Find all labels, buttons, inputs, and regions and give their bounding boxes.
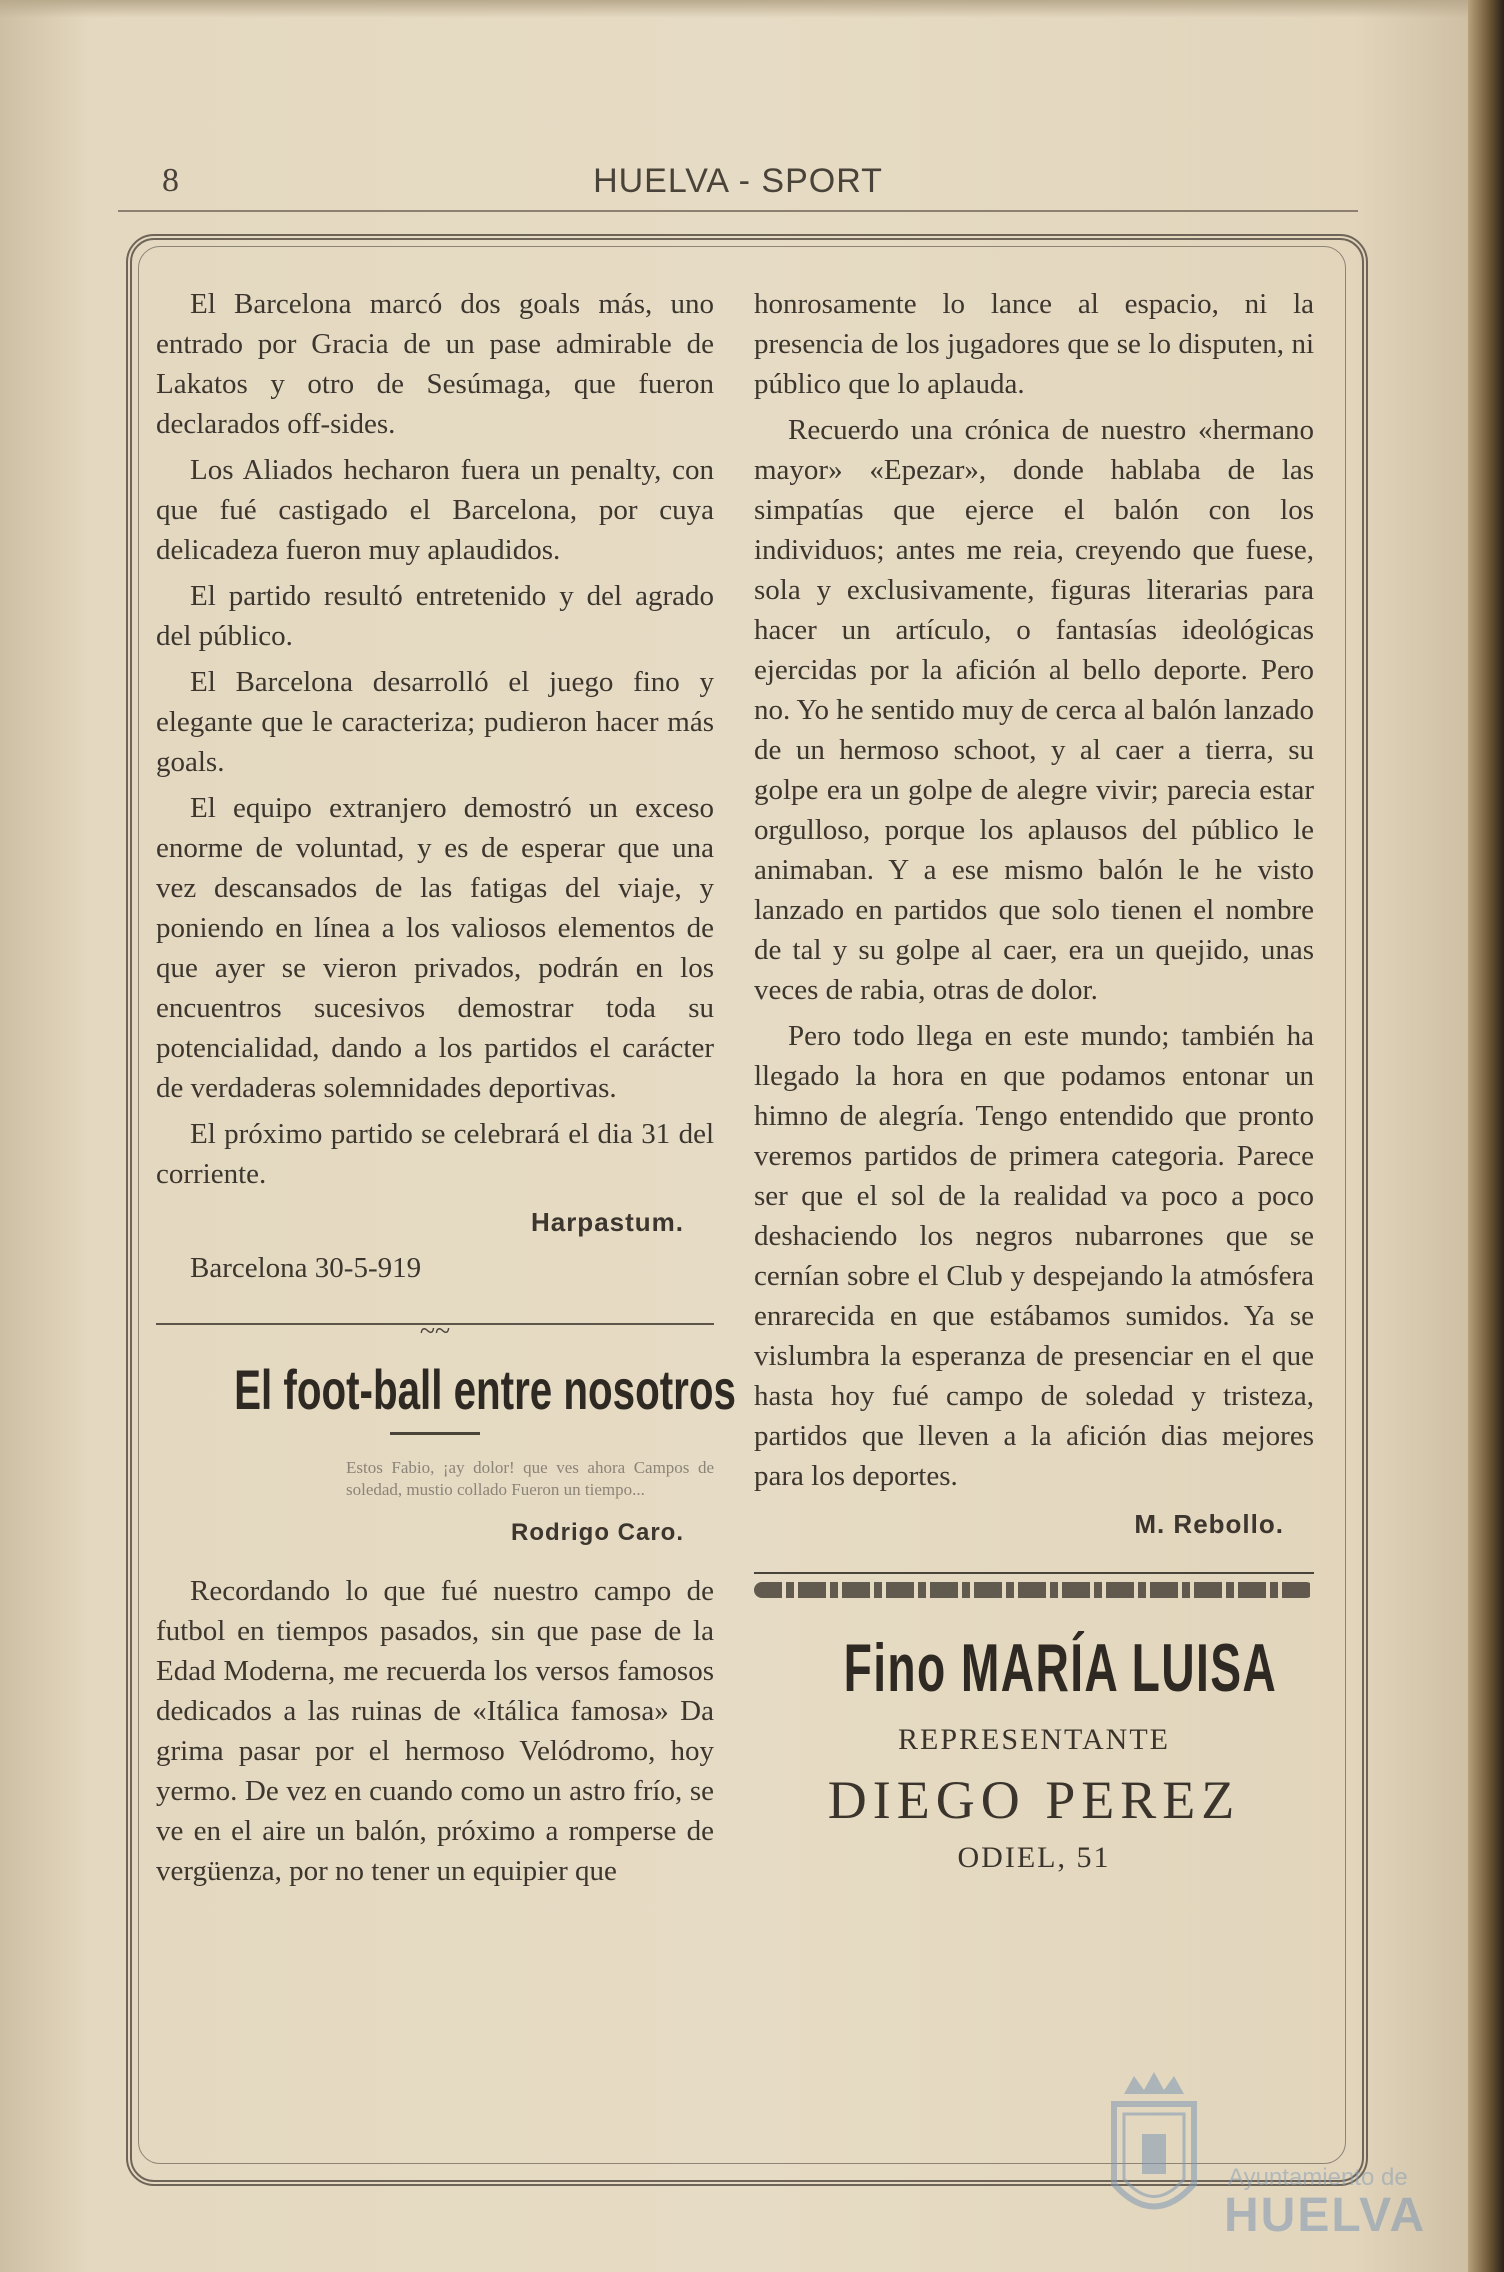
page-number: 8 [162,162,179,199]
section-title: El foot-ball entre nosotros [234,1358,736,1421]
epigraph: Estos Fabio, ¡ay dolor! que ves ahora Campos de soledad, mustio collado Fueron un tiempo... [346,1458,714,1499]
ad-role: REPRESENTANTE [898,1723,1170,1756]
paragraph: Recuerdo una crónica de nuestro «hermano mayor» «Epezar», donde hablaba de las simpatías que ejerce el balón con los individuos; antes me reia, creyendo que fuese, sola y exclusivamente, figuras literarias para hacer un artículo, o fantasías ideológicas ejercidas por la afición al bello deporte. Pero no. Yo he sentido muy de cerca al balón lanzado de un hermoso schoot, y al caer a tierra, su golpe era un golpe de alegre vivir; parecia estar orgulloso, porque los aplausos del público le animaban. Y a ese mismo balón le he visto lanzado en partidos que solo tienen el nombre de tal y su golpe al caer, era un quejido, unas veces de rabia, otras de dolor. [754,414,1314,1006]
ad-address: ODIEL, 51 [957,1841,1111,1874]
paragraph: El partido resultó entretenido y del agrado del público. [156,580,714,652]
article-signature: M. Rebollo. [1134,1509,1284,1539]
running-header [118,158,1358,218]
article-dateline: Barcelona 30-5-919 [190,1252,422,1284]
right-column [754,284,1314,1878]
divider-ornament-icon: ~~ [419,1316,451,1347]
paragraph: El Barcelona marcó dos goals más, uno entrado por Gracia de un pase admirable de Lakatos y otro de Sesúmaga, que fueron declarados off-sides. [156,288,714,440]
watermark-small-text: Ayuntamiento de [1228,2164,1408,2191]
paragraph: Pero todo llega en este mundo; también ha llegado la hora en que podamos entonar un himno de alegría. Tengo entendido que pronto veremos partidos de primera categoria. Parece ser que el sol de la realidad va poco a poco deshaciendo los negros nubarrones que se cernían sobre el Club y despejando la atmósfera enrarecida en que estábamos sumidos. Ya se vislumbra la esperanza de presenciar en el que hasta hoy fué campo de soledad y tristeza, partidos que lleven a la afición dias mejores para los deportes. [754,1020,1314,1492]
ad-chain-border [754,1582,1314,1598]
advertisement [754,1572,1314,1878]
article-signature: Harpastum. [530,1207,684,1237]
paragraph: El próximo partido se celebrará el dia 31 del corriente. [156,1118,714,1190]
left-column [156,284,736,1897]
page-binding-edge [1468,0,1504,2272]
paragraph: honrosamente lo lance al espacio, ni la presencia de los jugadores que se lo disputen, ni público que lo aplauda. [754,288,1314,400]
section-divider [156,1304,714,1347]
archive-watermark [1094,2064,1474,2244]
title-underline [390,1432,480,1435]
ad-name: DIEGO PEREZ [827,1770,1241,1830]
header-rule [118,210,1358,212]
publication-title: HUELVA - SPORT [593,162,883,200]
epigraph-author: Rodrigo Caro. [511,1519,684,1546]
paragraph: El equipo extranjero demostró un exceso enorme de voluntad, y es de esperar que una vez descansados de las fatigas del viaje, y poniendo en línea a los valiosos elementos de que ayer se vieron privados, podrán en los encuentros sucesivos demostrar toda su potencialidad, dando a los partidos el carácter de verdaderas solemnidades deportivas. [156,792,714,1104]
paragraph: El Barcelona desarrolló el juego fino y elegante que le caracteriza; pudieron hacer más goals. [156,666,714,778]
watermark-big-text: HUELVA [1224,2189,1427,2242]
ad-brand: Fino MARÍA LUISA [843,1630,1278,1706]
page-top-shadow [0,0,1504,18]
paragraph: Los Aliados hecharon fuera un penalty, con que fué castigado el Barcelona, por cuya delicadeza fueron muy aplaudidos. [156,454,714,566]
city-seal-icon [1094,2064,1214,2234]
paragraph: Recordando lo que fué nuestro campo de futbol en tiempos pasados, sin que pase de la Edad Moderna, me recuerda los versos famosos dedicados a las ruinas de «Itálica famosa» Da grima pasar por el hermoso Velódromo, hoy yermo. De vez en cuando como un astro frío, se ve en el aire un balón, próximo a romperse de vergüenza, por no tener un equipier que [156,1575,714,1887]
ad-rule [754,1572,1314,1574]
